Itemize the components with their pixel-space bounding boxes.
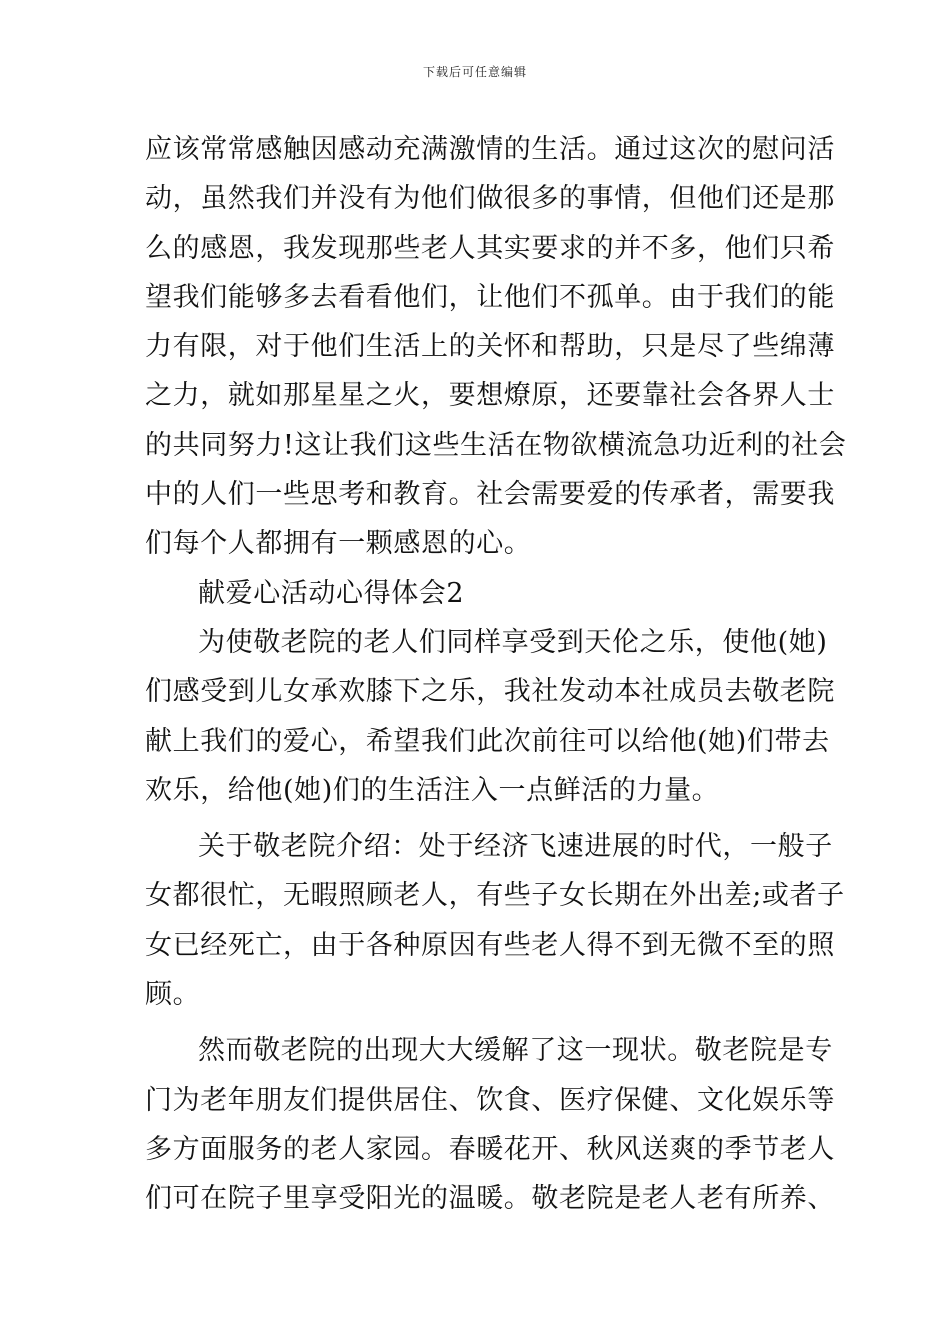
text-line: 的共同努力!这让我们这些生活在物欲横流急功近利的社会 [145, 429, 847, 461]
section-heading: 献爱心活动心得体会2 [198, 577, 465, 609]
text-line: 力有限，对于他们生活上的关怀和帮助，只是尽了些绵薄 [145, 331, 835, 363]
document-body [145, 125, 847, 1224]
paragraph-closing [145, 125, 847, 569]
paragraph-gap [145, 815, 809, 822]
text-line: 女已经死亡，由于各种原因有些老人得不到无微不至的照 [145, 929, 835, 961]
text-line: 应该常常感触因感动充满激情的生活。通过这次的慰问活 [145, 134, 835, 165]
text-line: 门为老年朋友们提供居住、饮食、医疗保健、文化娱乐等 [145, 1084, 835, 1116]
text-line: 顾。 [145, 979, 201, 1011]
text-line: 然而敬老院的出现大大缓解了这一现状。敬老院是专 [198, 1035, 833, 1067]
page-header: 下载后可任意编辑 [422, 65, 527, 79]
text-line: 多方面服务的老人家园。春暖花开、秋风送爽的季节老人 [145, 1133, 835, 1165]
paragraph-nursing-home [145, 1026, 835, 1223]
text-line: 们可在院子里享受阳光的温暖。敬老院是老人老有所养、 [145, 1183, 835, 1215]
text-line: 之力，就如那星星之火，要想燎原，还要靠社会各界人士 [145, 380, 835, 412]
text-line: 欢乐，给他(她)们的生活注入一点鲜活的力量。 [145, 774, 720, 806]
text-line: 么的感恩，我发现那些老人其实要求的并不多，他们只希 [145, 232, 835, 264]
text-line: 关于敬老院介绍：处于经济飞速进展的时代，一般子 [198, 831, 833, 863]
text-line: 中的人们一些思考和教育。社会需要爱的传承者，需要我 [145, 479, 835, 511]
text-line: 为使敬老院的老人们同样享受到天伦之乐，使他(她) [198, 626, 828, 658]
text-line: 女都很忙，无暇照顾老人，有些子女长期在外出差;或者子 [145, 880, 845, 912]
paragraph-introduction [145, 822, 845, 1019]
text-line: 动，虽然我们并没有为他们做很多的事情，但他们还是那 [145, 183, 835, 215]
paragraph-purpose [145, 618, 835, 815]
text-line: 望我们能够多去看看他们，让他们不孤单。由于我们的能 [145, 281, 835, 313]
paragraph-gap [145, 1019, 809, 1026]
text-line: 们每个人都拥有一颗感恩的心。 [145, 528, 532, 560]
text-line: 献上我们的爱心，希望我们此次前往可以给他(她)们带去 [145, 725, 830, 757]
text-line: 们感受到儿女承欢膝下之乐，我社发动本社成员去敬老院 [145, 676, 835, 708]
